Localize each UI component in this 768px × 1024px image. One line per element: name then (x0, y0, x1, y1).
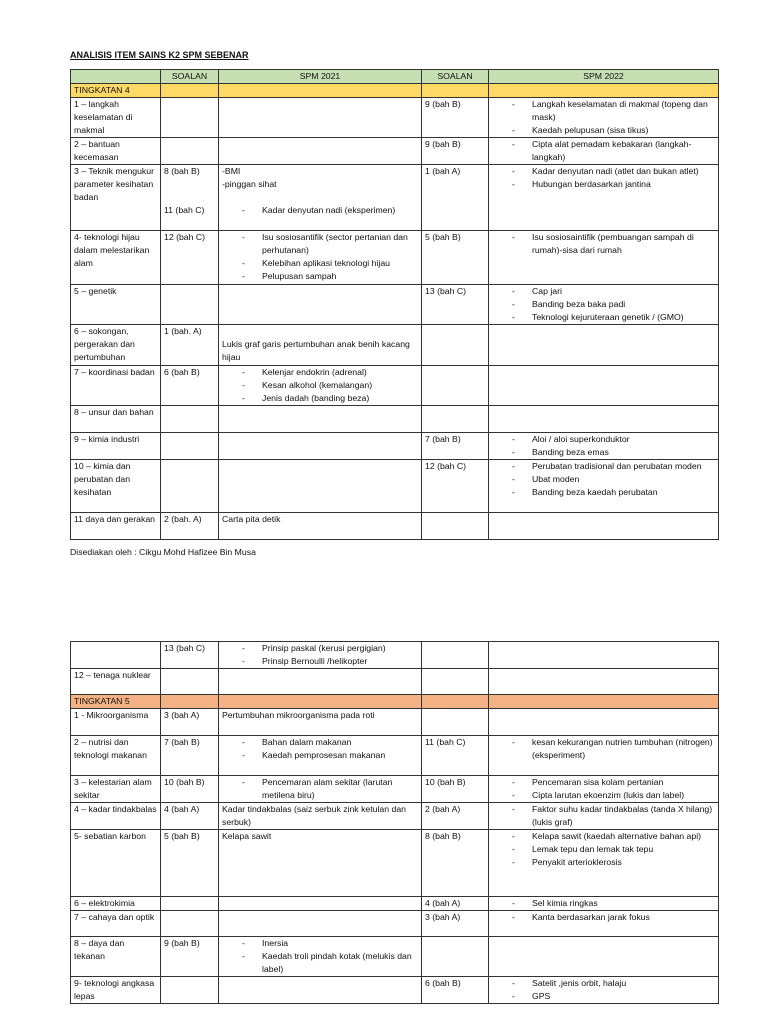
spm-2022-cell (489, 736, 719, 776)
topic-cell: 2 – bantuan kecemasan (71, 138, 161, 165)
list-item: - Perubatan tradisional dan perubatan moden (492, 460, 715, 473)
list-item: - Sel kimia ringkas (492, 897, 715, 910)
table-row (71, 98, 719, 138)
spm-2021-cell (219, 911, 422, 937)
soalan-2021-cell: 6 (bah B) (161, 366, 219, 406)
topic-cell: 9- teknologi angkasa lepas (71, 977, 161, 1004)
topic-cell: 1 – langkah keselamatan di makmal (71, 98, 161, 138)
topic-cell: 3 – kelestarian alam sekitar (71, 776, 161, 803)
spm-2021-cell: Kelapa sawit (219, 830, 422, 897)
spm-2022-cell (489, 642, 719, 669)
soalan-2021-cell: 5 (bah B) (161, 830, 219, 897)
soalan-2021-cell (161, 911, 219, 937)
topic-cell: 2 – nutrisi dan teknologi makanan (71, 736, 161, 776)
list-item: - Hubungan berdasarkan jantina (492, 178, 715, 191)
list-item: - Prinsip Bernoulli /helikopter (222, 655, 418, 668)
header-soalan-2021: SOALAN (161, 70, 219, 84)
list-item: - Pencemaran alam sekitar (larutan metilena biru) (222, 776, 418, 802)
table-row (71, 285, 719, 325)
table-row (71, 937, 719, 977)
list-item: - Cipta alat pemadam kebakaran (langkah-langkah) (492, 138, 715, 164)
soalan-2022-cell (422, 513, 489, 540)
table-row (71, 803, 719, 830)
list-item: - Aloi / aloi superkonduktor (492, 433, 715, 446)
spm-2022-cell (489, 977, 719, 1004)
spm-2022-cell (489, 776, 719, 803)
spm-2021-cell (219, 977, 422, 1004)
spm-2021-cell: Pertumbuhan mikroorganisma pada roti (219, 709, 422, 736)
header-topic (71, 70, 161, 84)
section-row-tingkatan-4 (71, 84, 719, 98)
list-item: - Lemak tepu dan lemak tak tepu (492, 843, 715, 856)
spm-2022-cell (489, 897, 719, 911)
spm-2021-cell (219, 138, 422, 165)
list-item: - Langkah keselamatan di makmal (topeng dan mask) (492, 98, 715, 124)
spm-2021-cell (219, 937, 422, 977)
soalan-2022-cell: 2 (bah A) (422, 803, 489, 830)
soalan-value: 11 (bah C) (164, 205, 205, 215)
spm-2022-cell (489, 433, 719, 460)
document-title: ANALISIS ITEM SAINS K2 SPM SEBENAR (70, 50, 249, 60)
section-label: TINGKATAN 5 (71, 695, 161, 709)
soalan-2022-cell: 13 (bah C) (422, 285, 489, 325)
topic-cell: 4- teknologi hijau dalam melestarikan alam (71, 231, 161, 285)
list-item: - Banding beza kaedah perubatan (492, 486, 715, 499)
list-item: - Kadar denyutan nadi (atlet dan bukan atlet) (492, 165, 715, 178)
soalan-2021-cell (161, 433, 219, 460)
topic-cell: 8 – unsur dan bahan (71, 406, 161, 433)
topic-cell: 4 – kadar tindakbalas (71, 803, 161, 830)
topic-cell: 3 – Teknik mengukur parameter kesihatan badan (71, 165, 161, 231)
table-row (71, 897, 719, 911)
soalan-2022-cell: 4 (bah A) (422, 897, 489, 911)
list-item: - Kaedah pelupusan (sisa tikus) (492, 124, 715, 137)
spm-2021-cell (219, 165, 422, 231)
spm-2021-cell: Kadar tindakbalas (saiz serbuk zink ketulan dan serbuk) (219, 803, 422, 830)
list-item: - Isu sosiosantifik (sector pertanian dan perhutanan) (222, 231, 418, 257)
topic-cell: 9 – kimia industri (71, 433, 161, 460)
soalan-2021-cell: 13 (bah C) (161, 642, 219, 669)
soalan-2022-cell: 8 (bah B) (422, 830, 489, 897)
table-row (71, 911, 719, 937)
topic-cell: 5- sebatian karbon (71, 830, 161, 897)
list-item: - Kanta berdasarkan jarak fokus (492, 911, 715, 924)
soalan-2021-cell: 4 (bah A) (161, 803, 219, 830)
soalan-2022-cell: 11 (bah C) (422, 736, 489, 776)
soalan-2021-cell (161, 977, 219, 1004)
soalan-2022-cell: 9 (bah B) (422, 98, 489, 138)
section-label: TINGKATAN 4 (71, 84, 161, 98)
topic-cell: 12 – tenaga nuklear (71, 669, 161, 695)
spm-2022-cell (489, 937, 719, 977)
table-row (71, 231, 719, 285)
spm-2022-cell (489, 830, 719, 897)
table-row (71, 669, 719, 695)
spm-2022-cell (489, 138, 719, 165)
header-spm-2021: SPM 2021 (219, 70, 422, 84)
soalan-2021-cell: 9 (bah B) (161, 937, 219, 977)
list-item: - Kesan alkohol (kemalangan) (222, 379, 418, 392)
list-item: - Penyakit arterioklerosis (492, 856, 715, 869)
list-item: - Isu sosiosaintifik (pembuangan sampah di rumah)-sisa dari rumah (492, 231, 715, 257)
soalan-2021-cell: 10 (bah B) (161, 776, 219, 803)
list-item: - Banding beza emas (492, 446, 715, 459)
list-item: - Satelit ,jenis orbit, halaju (492, 977, 715, 990)
soalan-2022-cell: 7 (bah B) (422, 433, 489, 460)
list-item: - Jenis dadah (banding beza) (222, 392, 418, 405)
soalan-2022-cell: 10 (bah B) (422, 776, 489, 803)
table-row (71, 433, 719, 460)
list-item: - GPS (492, 990, 715, 1003)
spm-2021-cell (219, 285, 422, 325)
list-item: - Banding beza baka padi (492, 298, 715, 311)
spm-2021-cell (219, 325, 422, 366)
list-item: - Prinsip paskal (kerusi pergigian) (222, 642, 418, 655)
spm-2021-cell (219, 897, 422, 911)
analysis-table-part-1 (70, 69, 719, 540)
table-row (71, 642, 719, 669)
list-item: - Kaedah troli pindah kotak (melukis dan label) (222, 950, 418, 976)
soalan-2021-cell: 2 (bah. A) (161, 513, 219, 540)
topic-cell: 6 – elektrokimia (71, 897, 161, 911)
soalan-2022-cell: 5 (bah B) (422, 231, 489, 285)
soalan-2022-cell: 1 (bah A) (422, 165, 489, 231)
soalan-2022-cell: 9 (bah B) (422, 138, 489, 165)
spm-2021-cell (219, 98, 422, 138)
soalan-2022-cell: 3 (bah A) (422, 911, 489, 937)
list-item: - Pelupusan sampah (222, 270, 418, 283)
topic-cell: 1 - Mikroorganisma (71, 709, 161, 736)
list-item: - Faktor suhu kadar tindakbalas (tanda X hilang) (lukis graf) (492, 803, 715, 829)
soalan-2022-cell: 12 (bah C) (422, 460, 489, 513)
soalan-2021-cell (161, 460, 219, 513)
soalan-2022-cell (422, 937, 489, 977)
list-item: - Kelenjar endokrin (adrenal) (222, 366, 418, 379)
list-item: - Teknologi kejuruteraan genetik / (GMO) (492, 311, 715, 324)
header-spm-2022: SPM 2022 (489, 70, 719, 84)
text-line: -pinggan sihat (222, 179, 277, 189)
list-item: - Ubat moden (492, 473, 715, 486)
spm-2022-cell (489, 325, 719, 366)
list-item: - Kaedah pemprosesan makanan (222, 749, 418, 762)
spm-2021-cell (219, 231, 422, 285)
topic-cell: 6 – sokongan, pergerakan dan pertumbuhan (71, 325, 161, 366)
soalan-2022-cell (422, 366, 489, 406)
table-row (71, 709, 719, 736)
spm-2022-cell (489, 165, 719, 231)
soalan-2021-cell: 3 (bah A) (161, 709, 219, 736)
section-row-tingkatan-5 (71, 695, 719, 709)
soalan-2021-cell (161, 897, 219, 911)
table-row (71, 325, 719, 366)
analysis-table-part-2 (70, 641, 719, 1004)
list-item: - kesan kekurangan nutrien tumbuhan (nitrogen) (eksperiment) (492, 736, 715, 762)
table-row (71, 776, 719, 803)
spm-2022-cell (489, 460, 719, 513)
table-row (71, 165, 719, 231)
list-item: - Kadar denyutan nadi (eksperimen) (222, 204, 418, 217)
spm-2022-cell (489, 231, 719, 285)
list-item: - Kelebihan aplikasi teknologi hijau (222, 257, 418, 270)
table-row (71, 406, 719, 433)
table-row (71, 513, 719, 540)
spm-2021-cell (219, 776, 422, 803)
list-item: - Cipta larutan ekoenzim (lukis dan label) (492, 789, 715, 802)
spm-2021-cell: Carta pita detik (219, 513, 422, 540)
soalan-2022-cell (422, 325, 489, 366)
spm-2022-cell (489, 803, 719, 830)
text-line: -BMI (222, 166, 241, 176)
list-item: - Pencemaran sisa kolam pertanian (492, 776, 715, 789)
table-header-row (71, 70, 719, 84)
table-row (71, 366, 719, 406)
table-row (71, 138, 719, 165)
soalan-2021-cell: 7 (bah B) (161, 736, 219, 776)
table-row (71, 830, 719, 897)
table-row (71, 977, 719, 1004)
table-row (71, 460, 719, 513)
spm-2022-cell (489, 98, 719, 138)
spm-2021-cell (219, 736, 422, 776)
prepared-by-footer: Disediakan oleh : Cikgu Mohd Hafizee Bin Musa (70, 547, 256, 557)
header-soalan-2022: SOALAN (422, 70, 489, 84)
list-item: - Inersia (222, 937, 418, 950)
topic-cell: 8 – daya dan tekanan (71, 937, 161, 977)
spm-2021-cell (219, 366, 422, 406)
topic-cell: 11 daya dan gerakan (71, 513, 161, 540)
spm-2022-cell (489, 709, 719, 736)
soalan-2021-cell (161, 165, 219, 231)
soalan-value: 8 (bah B) (164, 166, 200, 176)
spm-2022-cell (489, 513, 719, 540)
soalan-2021-cell: 1 (bah. A) (161, 325, 219, 366)
soalan-2021-cell (161, 138, 219, 165)
soalan-2021-cell (161, 98, 219, 138)
spm-2021-cell (219, 460, 422, 513)
spm-2022-cell (489, 285, 719, 325)
soalan-2022-cell (422, 642, 489, 669)
soalan-2021-cell (161, 285, 219, 325)
spm-2022-cell (489, 366, 719, 406)
text-line: Lukis graf garis pertumbuhan anak benih kacang hijau (222, 339, 410, 362)
list-item: - Bahan dalam makanan (222, 736, 418, 749)
topic-cell: 7 – cahaya dan optik (71, 911, 161, 937)
spm-2021-cell (219, 642, 422, 669)
spm-2022-cell (489, 911, 719, 937)
table-row (71, 736, 719, 776)
topic-cell: 5 – genetik (71, 285, 161, 325)
soalan-2021-cell: 12 (bah C) (161, 231, 219, 285)
list-item: - Cap jari (492, 285, 715, 298)
topic-cell: 7 – koordinasi badan (71, 366, 161, 406)
list-item: - Kelapa sawit (kaedah alternative bahan api) (492, 830, 715, 843)
topic-cell: 10 – kimia dan perubatan dan kesihatan (71, 460, 161, 513)
spm-2021-cell (219, 433, 422, 460)
soalan-2022-cell (422, 709, 489, 736)
topic-cell (71, 642, 161, 669)
soalan-2022-cell: 6 (bah B) (422, 977, 489, 1004)
